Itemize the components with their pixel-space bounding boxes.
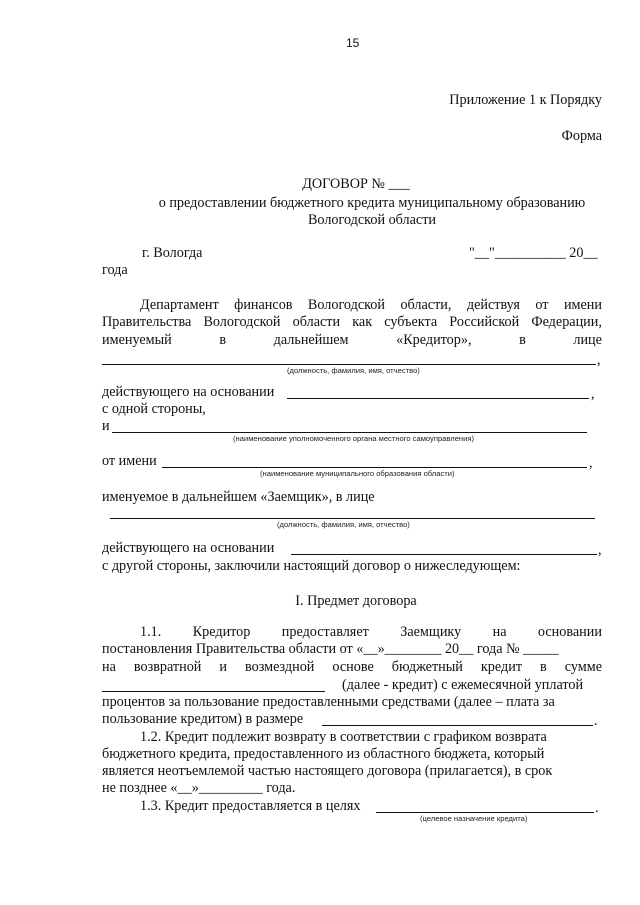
word: Кредитор <box>192 624 251 640</box>
clause-1-1-line-4: (далее - кредит) с ежемесячной уплатой <box>342 677 584 693</box>
word: Федерации, <box>531 314 602 330</box>
word: на <box>492 624 507 640</box>
word: Департамент <box>140 297 219 313</box>
basis-label-2: действующего на основании <box>102 540 275 556</box>
interest-rate-field[interactable] <box>322 725 593 726</box>
borrower-basis-field[interactable] <box>291 554 597 555</box>
word: сумме <box>564 659 602 675</box>
word: Вологодской <box>307 297 385 313</box>
word: бюджетный <box>391 659 463 675</box>
creditor-representative-field[interactable] <box>102 364 596 365</box>
clause-1-2-line-4: не позднее «__»_________ года. <box>102 780 296 796</box>
preamble-line-3 <box>102 332 602 348</box>
word: имени <box>563 297 602 313</box>
credit-purpose-field[interactable] <box>376 812 594 813</box>
word: Заемщику <box>400 624 462 640</box>
comma: , <box>589 455 593 471</box>
word: основе <box>332 659 374 675</box>
word: лице <box>573 332 602 348</box>
one-side-text: с одной стороны, <box>102 401 206 417</box>
word: дальнейшем <box>273 332 349 348</box>
clause-1-3: 1.3. Кредит предоставляется в целях <box>140 798 361 814</box>
contract-date: "__"__________ 20__ <box>469 245 598 261</box>
contract-subtitle-1: о предоставлении бюджетного кредита муниципальному образованию <box>158 195 586 211</box>
word: от <box>535 297 549 313</box>
comma: , <box>598 542 602 558</box>
clause-1-1-line-1 <box>140 624 602 640</box>
clause-1-1-line-6: пользование кредитом) в размере <box>102 711 304 727</box>
word: Российской <box>449 314 520 330</box>
other-side-text: с другой стороны, заключили настоящий договор о нижеследующем: <box>102 558 521 574</box>
word: основании <box>537 624 602 640</box>
on-behalf-label: от имени <box>102 453 157 469</box>
hint-position-name-2: (должность, фамилия, имя, отчество) <box>277 520 410 529</box>
comma: , <box>591 386 595 402</box>
basis-label-1: действующего на основании <box>102 384 275 400</box>
clause-1-2-line-2: бюджетного кредита, предоставленного из областного бюджета, который <box>102 746 545 762</box>
and-word: и <box>102 418 110 434</box>
municipality-name-field[interactable] <box>162 467 587 468</box>
word: Вологодской <box>203 314 281 330</box>
contract-title: ДОГОВОР № ___ <box>302 176 410 192</box>
borrower-text: именуемое в дальнейшем «Заемщик», в лице <box>102 489 375 505</box>
year-word: года <box>102 262 128 278</box>
hint-position-name: (должность, фамилия, имя, отчество) <box>287 366 420 375</box>
page-number: 15 <box>346 36 360 50</box>
period: . <box>594 713 598 729</box>
period: . <box>595 800 599 816</box>
word: на <box>102 659 116 675</box>
contract-subtitle-2: Вологодской области <box>307 212 437 228</box>
word: именуемый <box>102 332 172 348</box>
word: в <box>519 332 526 348</box>
clause-1-2-line-3: является неотъемлемой частью настоящего договора (прилагается), в срок <box>102 763 553 779</box>
word: в <box>540 659 547 675</box>
comma: , <box>597 352 601 368</box>
credit-amount-field[interactable] <box>102 691 325 692</box>
word: финансов <box>234 297 293 313</box>
word: кредит <box>480 659 523 675</box>
word: субъекта <box>384 314 438 330</box>
word: действуя <box>466 297 520 313</box>
word: возмездной <box>245 659 315 675</box>
word: предоставляет <box>281 624 369 640</box>
word: области <box>292 314 341 330</box>
word: в <box>219 332 227 348</box>
clause-1-2-line-1: 1.2. Кредит подлежит возврату в соответствии с графиком возврата <box>140 729 547 745</box>
word: «Кредитор», <box>396 332 472 348</box>
word: области, <box>400 297 452 313</box>
appendix-label: Приложение 1 к Порядку <box>449 92 602 108</box>
hint-municipality: (наименование муниципального образования области) <box>260 469 455 478</box>
word: 1.1. <box>140 624 162 640</box>
authority-name-field[interactable] <box>112 432 587 433</box>
word: и <box>219 659 227 675</box>
word: возвратной <box>133 659 202 675</box>
form-label: Форма <box>561 128 602 144</box>
creditor-basis-field[interactable] <box>287 398 589 399</box>
clause-1-1-line-5: процентов за пользование предоставленными средствами (далее – плата за <box>102 694 555 710</box>
borrower-representative-field[interactable] <box>110 518 595 519</box>
hint-authority: (наименование уполномоченного органа местного самоуправления) <box>233 434 475 443</box>
city: г. Вологда <box>142 245 203 261</box>
clause-1-1-line-3 <box>102 659 602 675</box>
section-heading: I. Предмет договора <box>295 593 417 609</box>
preamble-line-1 <box>140 297 602 313</box>
clause-1-1-line-2: постановления Правительства области от «__»________ 20__ года № _____ <box>102 641 559 657</box>
word: как <box>352 314 373 330</box>
word: Правительства <box>102 314 192 330</box>
hint-purpose: (целевое назначение кредита) <box>420 814 528 823</box>
preamble-line-2 <box>102 314 602 330</box>
